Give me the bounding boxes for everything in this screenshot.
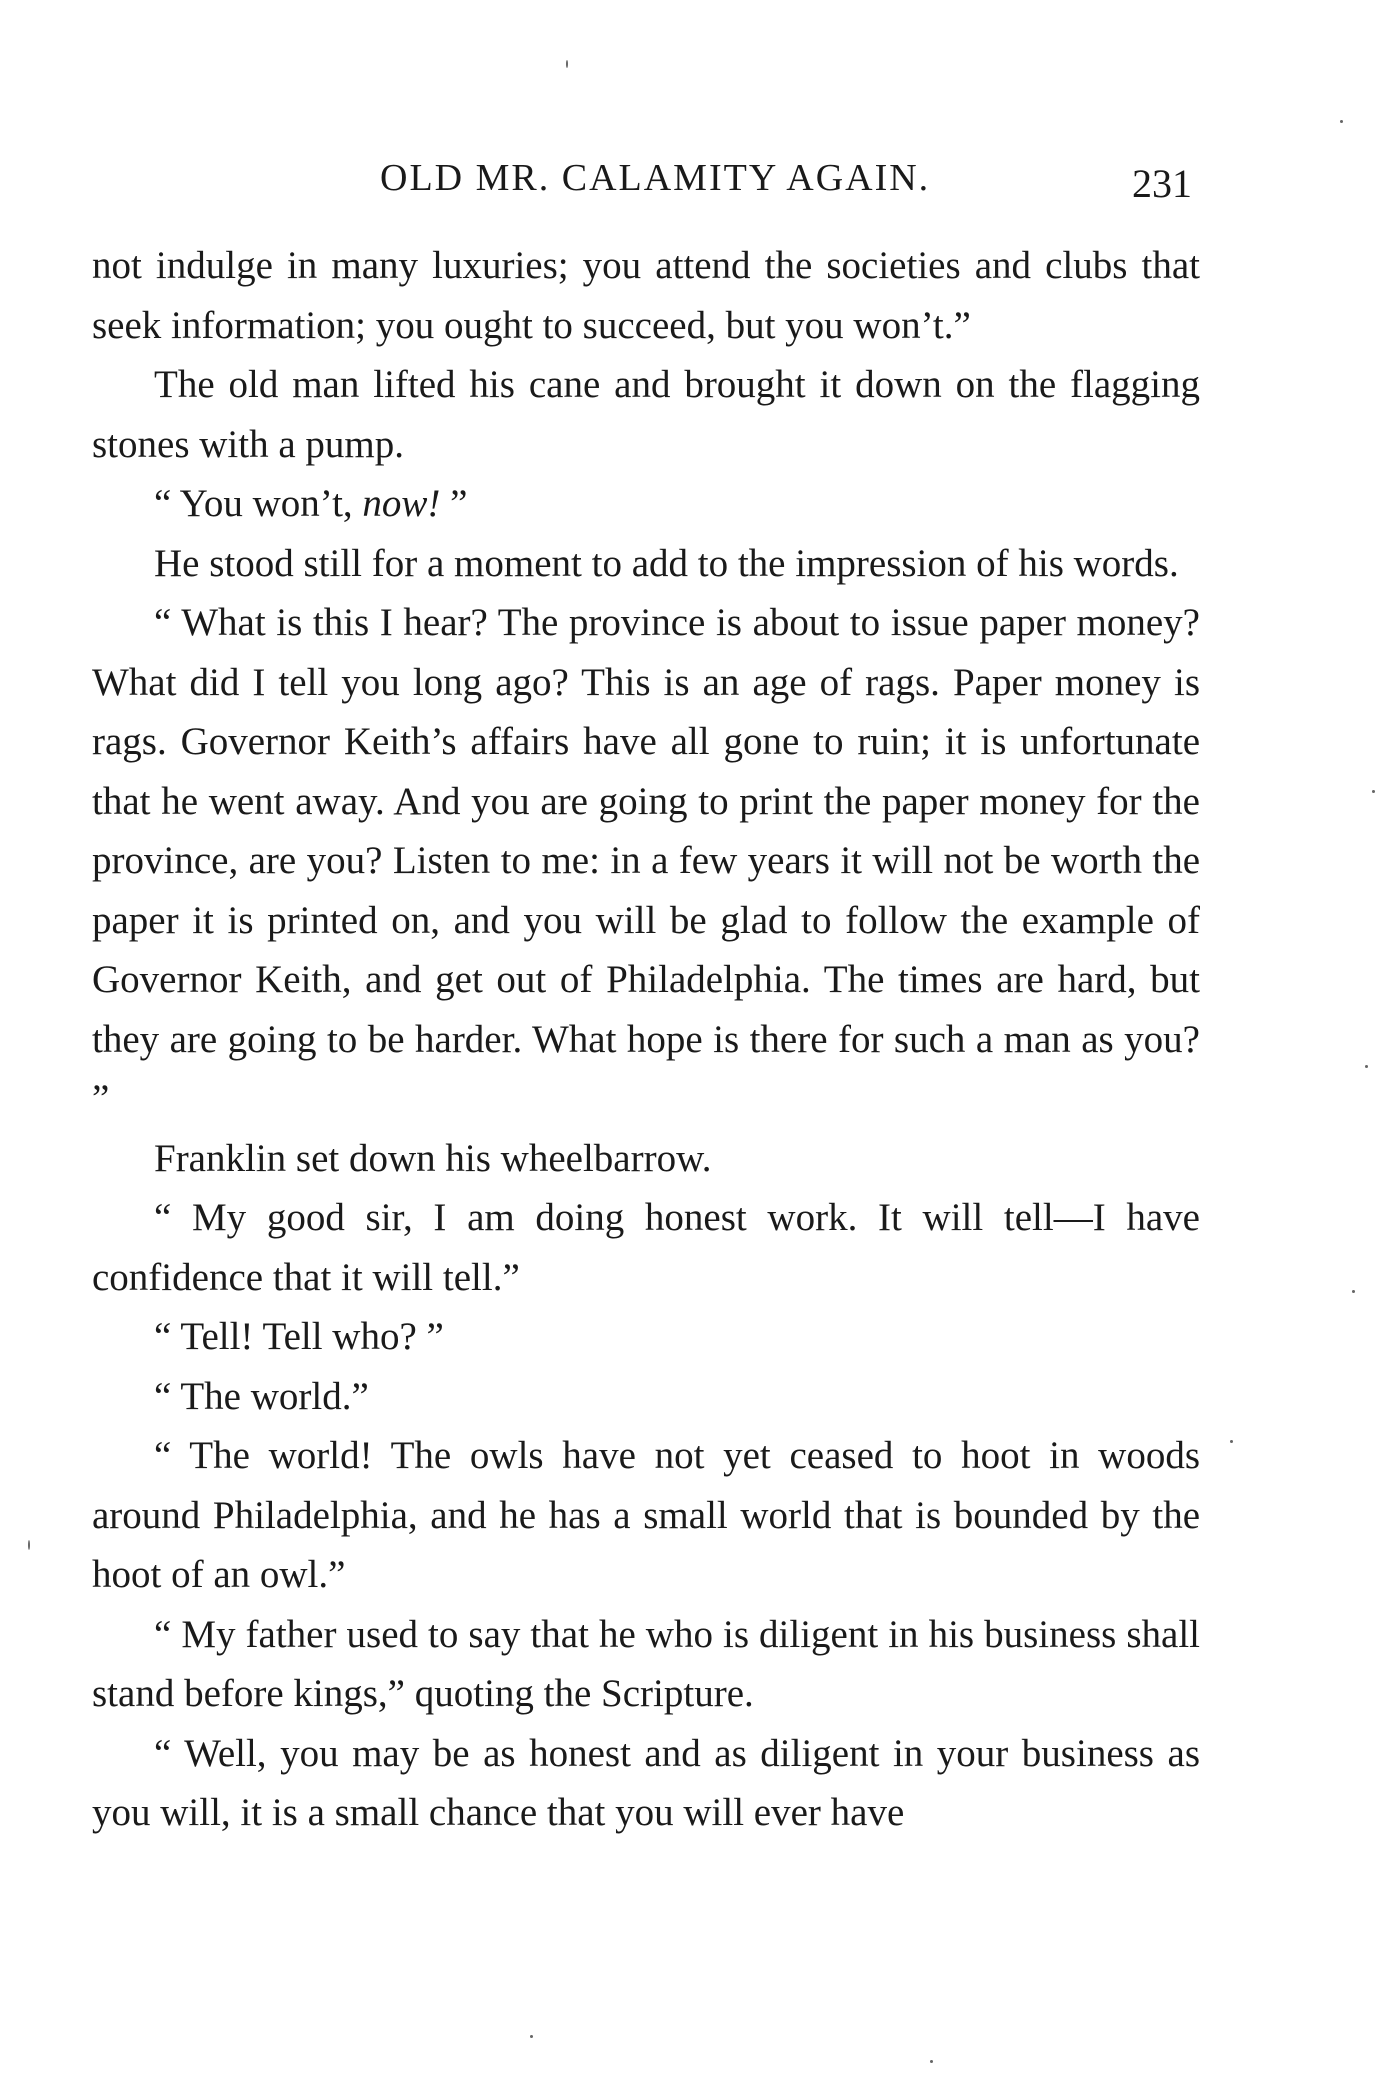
print-speck [1352,1290,1355,1293]
paragraph-6: Franklin set down his wheelbarrow. [154,1136,712,1180]
paragraph-3 [92,474,1200,534]
paragraph-11: “ My father used to say that he who is diligent in his business shall stand before kings,” quoting the Scripture. [92,1612,1200,1715]
paragraph-4: He stood still for a moment to add to the impression of his words. [154,541,1179,585]
paragraph-10: “ The world! The owls have not yet ceased to hoot in woods around Philadelphia, and he has a small world that is bounded by the hoot of an owl.” [92,1434,1200,1596]
paragraph-7: “ My good sir, I am doing honest work. It will tell—I have confidence that it will tell.” [92,1196,1200,1299]
print-speck [530,2035,533,2038]
print-speck [930,2060,933,2063]
print-speck [1340,120,1343,123]
page-number: 231 [1132,161,1192,206]
print-speck [1372,790,1375,793]
paragraph-12: “ Well, you may be as honest and as diligent in your business as you will, it is a small chance that you will ever have [92,1731,1200,1834]
print-speck [1365,1065,1368,1068]
paragraph-9: “ The world.” [154,1374,369,1418]
print-speck [28,1540,30,1550]
paragraph-3-before: “ You won’t, [154,482,363,525]
paragraph-8: “ Tell! Tell who? ” [154,1315,444,1358]
page-header [90,150,1200,210]
paragraph-3-after: ” [440,482,468,525]
paragraph-2: The old man lifted his cane and brought it down on the flagging stones with a pump. [92,363,1200,466]
paragraph-1: not indulge in many luxuries; you attend the societies and clubs that seek information; you ought to succeed, but you won’t.” [92,244,1200,347]
paragraph-5: “ What is this I hear? The province is about to issue paper money? What did I tell you long ago? This is an age of rags. Paper money is rags. Governor Keith’s affairs have all gone to ruin; it is unfortunate that he went away. And you are going to print the paper money for the province, are you? Listen to me: in a few years it will not be worth the paper it is printed on, and you will be glad to follow the example of Governor Keith, and get out of Philadelphia. The times are hard, but they are going to be harder. What hope is there for such a man as you? ” [92,601,1200,1120]
body-text [92,236,1200,1843]
print-speck [1230,1440,1233,1443]
paragraph-3-emphasis: now! [362,482,441,525]
print-speck [566,60,568,68]
running-head: OLD MR. CALAMITY AGAIN. [380,157,931,199]
